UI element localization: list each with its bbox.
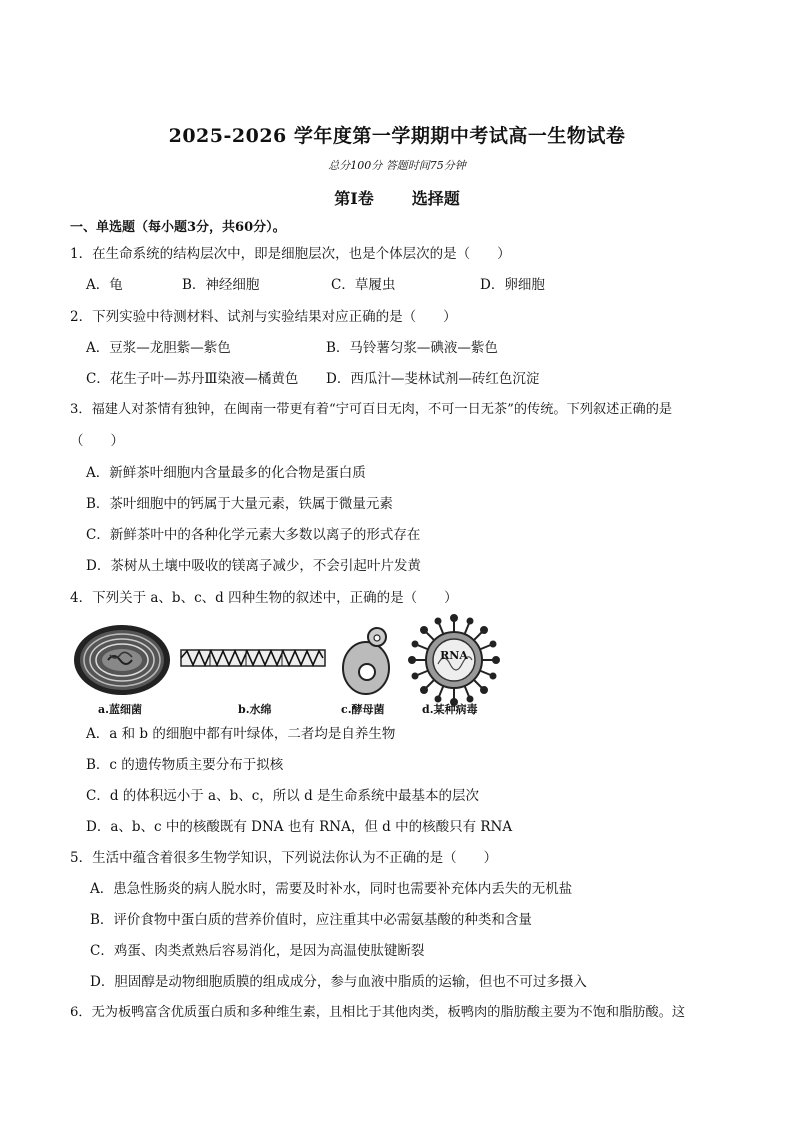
q3-stem-paren: （ ） [70, 433, 124, 449]
cyanobacteria-figure [72, 622, 172, 700]
exam-subtitle: 总分100分 答题时间75分钟 [328, 159, 466, 172]
q2-stem: 2．下列实验中待测材料、试剂与实验结果对应正确的是（ ） [70, 309, 457, 325]
q2-option-a: A．豆浆—龙胆紫—紫色 [86, 340, 231, 356]
virus-figure [408, 614, 500, 706]
q3-stem: 3．福建人对茶情有独钟，在闽南一带更有着“宁可百日无肉，不可一日无茶”的传统。下列叙述正确的是 [70, 402, 673, 417]
section-heading [0, 186, 794, 209]
q1-option-a: A．龟 [86, 277, 123, 293]
q3-option-d: D．茶树从土壤中吸收的镁离子减少，不会引起叶片发黄 [86, 558, 421, 574]
q3-option-a: A．新鲜茶叶细胞内含量最多的化合物是蛋白质 [86, 465, 366, 481]
q5-option-c: C．鸡蛋、肉类煮熟后容易消化，是因为高温使肽键断裂 [90, 943, 425, 959]
q3-option-b: B．茶叶细胞中的钙属于大量元素，铁属于微量元素 [86, 496, 393, 512]
part1-heading: 一、单选题（每小题3分，共60分）。 [70, 220, 286, 235]
q1-option-d: D．卵细胞 [480, 277, 545, 293]
q1-option-b: B．神经细胞 [182, 277, 260, 293]
q5-option-d: D．胆固醇是动物细胞质膜的组成成分，参与血液中脂质的运输，但也不可过多摄入 [90, 974, 587, 990]
q2-option-d: D．西瓜汁—斐林试剂—砖红色沉淀 [326, 371, 540, 387]
q2-option-c: C．花生子叶—苏丹Ⅲ染液—橘黄色 [86, 371, 299, 387]
section-part: 第Ⅰ卷 [334, 189, 374, 208]
exam-title: 2025-2026 学年度第一学期期中考试高一生物试卷 [168, 125, 626, 147]
fig-label-b: b.水绵 [238, 703, 272, 716]
q6-stem: 6．无为板鸭富含优质蛋白质和多种维生素，且相比于其他肉类，板鸭肉的脂肪酸主要为不饱和脂肪酸。这 [70, 1005, 686, 1020]
q4-option-d: D．a、b、c 中的核酸既有 DNA 也有 RNA，但 d 中的核酸只有 RNA [86, 819, 513, 835]
q3-option-c: C．新鲜茶叶中的各种化学元素大多数以离子的形式存在 [86, 527, 421, 543]
virus-rna-label: RNA [440, 649, 468, 662]
fig-label-d: d.某种病毒 [422, 703, 478, 716]
q1-stem: 1．在生命系统的结构层次中，即是细胞层次，也是个体层次的是（ ） [70, 246, 511, 262]
yeast-figure [340, 626, 392, 696]
q1-option-c: C．草履虫 [331, 277, 396, 293]
q2-option-b: B．马铃薯匀浆—碘液—紫色 [326, 340, 498, 356]
q4-stem: 4．下列关于 a、b、c、d 四种生物的叙述中，正确的是（ ） [70, 590, 458, 606]
q5-stem: 5．生活中蕴含着很多生物学知识，下列说法你认为不正确的是（ ） [70, 850, 498, 866]
q5-option-a: A．患急性肠炎的病人脱水时，需要及时补水，同时也需要补充体内丢失的无机盐 [90, 881, 573, 897]
q4-option-b: B．c 的遗传物质主要分布于拟核 [86, 757, 284, 773]
q4-option-a: A．a 和 b 的细胞中都有叶绿体，二者均是自养生物 [86, 726, 396, 742]
fig-label-a: a.蓝细菌 [98, 703, 142, 716]
fig-label-c: c.酵母菌 [341, 703, 385, 716]
q4-option-c: C．d 的体积远小于 a、b、c，所以 d 是生命系统中最基本的层次 [86, 788, 480, 804]
q5-option-b: B．评价食物中蛋白质的营养价值时，应注重其中必需氨基酸的种类和含量 [90, 912, 532, 928]
spirogyra-figure [180, 648, 326, 668]
section-name: 选择题 [411, 189, 460, 208]
